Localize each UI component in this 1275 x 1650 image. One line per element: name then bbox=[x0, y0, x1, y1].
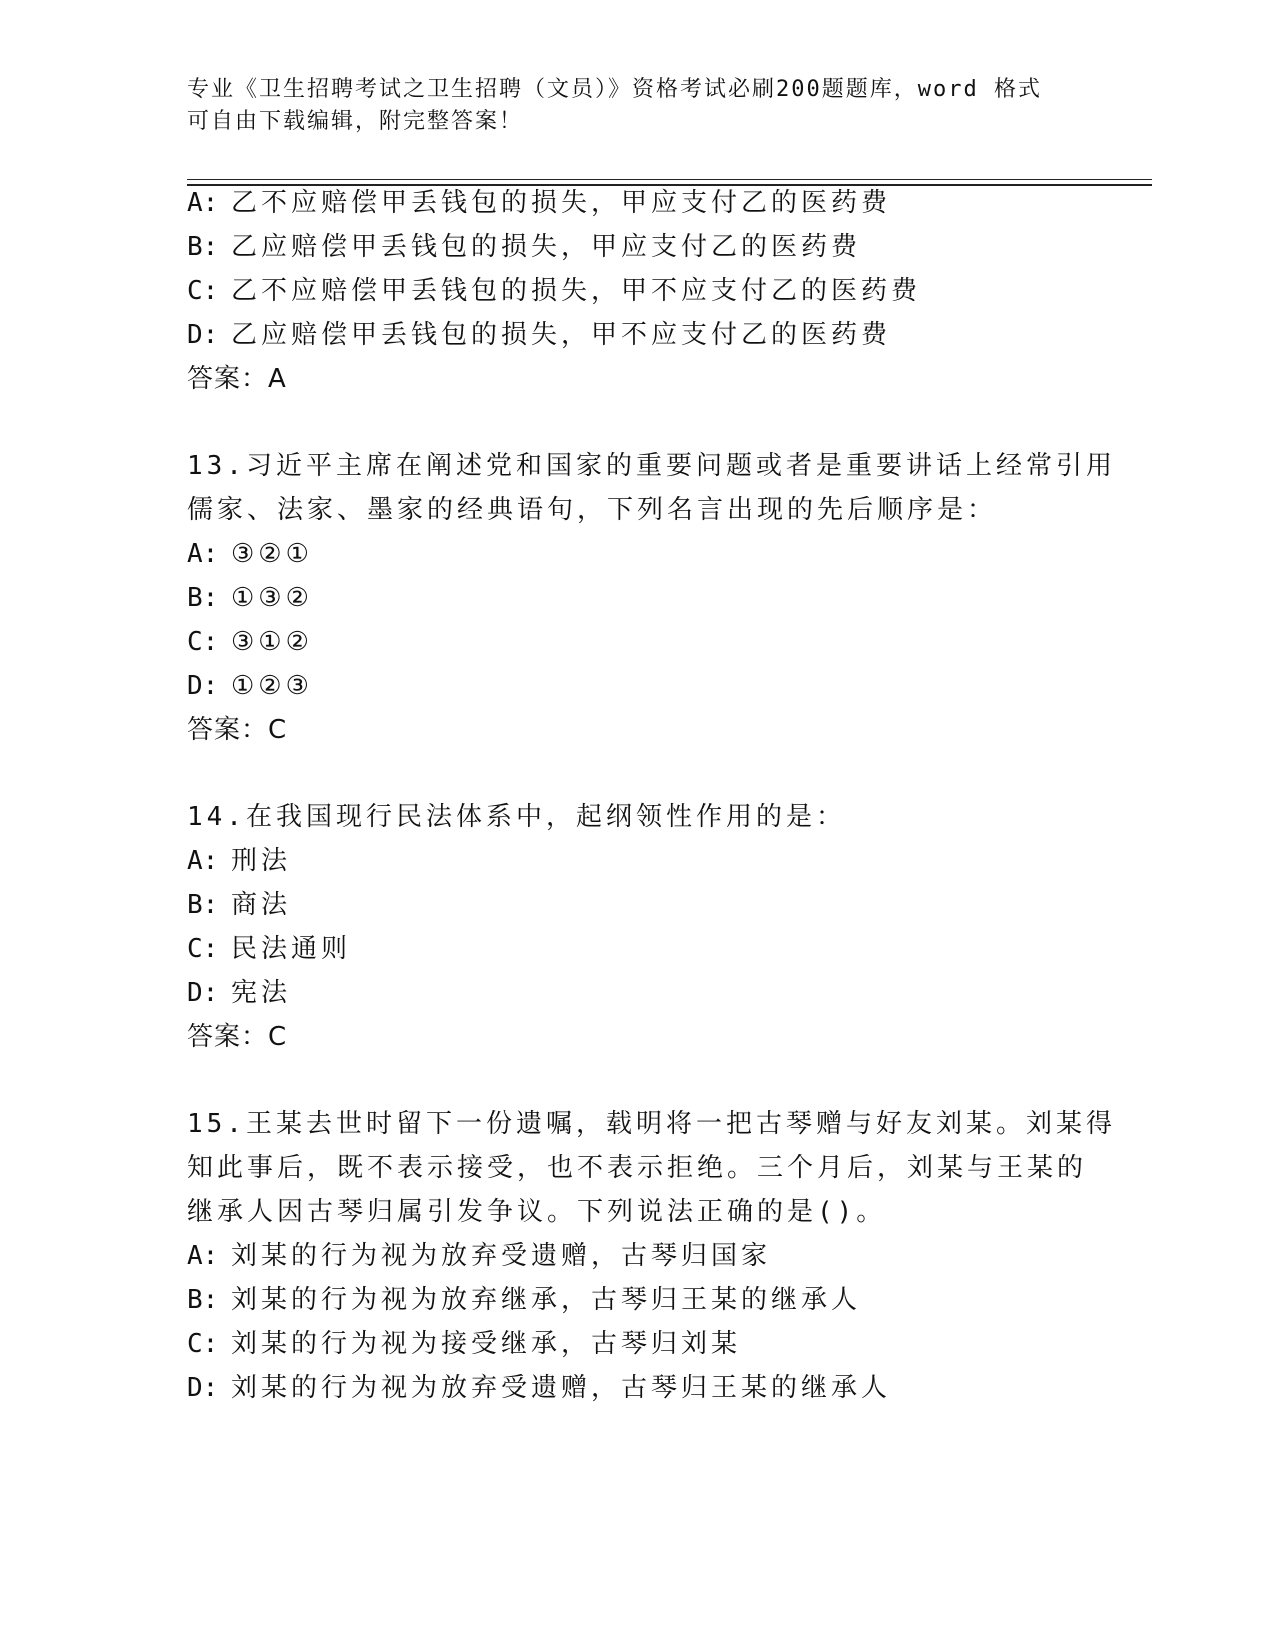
option-label: C: bbox=[187, 276, 219, 306]
q13-option-b bbox=[187, 581, 313, 615]
q13-stem-line-1: 13.习近平主席在阐述党和国家的重要问题或者是重要讲话上经常引用 bbox=[187, 451, 1116, 481]
option-text: 商法 bbox=[231, 890, 292, 920]
option-label: A: bbox=[187, 539, 219, 569]
option-text: ③①② bbox=[231, 627, 313, 657]
q15-option-b bbox=[187, 1283, 861, 1317]
option-text: ①③② bbox=[231, 583, 313, 613]
q12-option-a bbox=[187, 186, 891, 220]
option-text: 刘某的行为视为放弃受遗赠，古琴归国家 bbox=[231, 1241, 772, 1271]
option-label: D: bbox=[187, 320, 219, 350]
header-divider-thin bbox=[187, 179, 1152, 180]
option-label: A: bbox=[187, 1241, 219, 1271]
q12-option-b bbox=[187, 230, 861, 264]
option-text: ③②① bbox=[231, 539, 313, 569]
option-label: B: bbox=[187, 583, 219, 613]
option-label: D: bbox=[187, 978, 219, 1008]
option-label: D: bbox=[187, 1373, 219, 1403]
option-text: 乙应赔偿甲丢钱包的损失，甲不应支付乙的医药费 bbox=[231, 320, 892, 350]
q15-stem-line-1: 15.王某去世时留下一份遗嘱，载明将一把古琴赠与好友刘某。刘某得 bbox=[187, 1109, 1116, 1139]
option-text: 刘某的行为视为接受继承，古琴归刘某 bbox=[231, 1329, 742, 1359]
option-text: 乙不应赔偿甲丢钱包的损失，甲不应支付乙的医药费 bbox=[231, 276, 922, 306]
q13-answer: 答案：C bbox=[187, 715, 288, 745]
q14-option-a bbox=[187, 844, 291, 878]
option-text: 刑法 bbox=[231, 846, 292, 876]
option-text: 刘某的行为视为放弃受遗赠，古琴归王某的继承人 bbox=[231, 1373, 892, 1403]
option-label: A: bbox=[187, 188, 219, 218]
option-label: C: bbox=[187, 627, 219, 657]
q13-option-c bbox=[187, 625, 313, 659]
option-text: 民法通则 bbox=[231, 934, 352, 964]
option-text: 宪法 bbox=[231, 978, 292, 1008]
option-text: 乙不应赔偿甲丢钱包的损失，甲应支付乙的医药费 bbox=[231, 188, 892, 218]
q15-option-a bbox=[187, 1239, 771, 1273]
q14-option-c bbox=[187, 932, 351, 966]
q15-stem-line-2: 知此事后，既不表示接受，也不表示拒绝。三个月后，刘某与王某的 bbox=[187, 1153, 1088, 1183]
option-label: D: bbox=[187, 671, 219, 701]
option-label: B: bbox=[187, 890, 219, 920]
q12-option-c bbox=[187, 274, 921, 308]
q14-option-b bbox=[187, 888, 291, 922]
document-header bbox=[187, 74, 1087, 138]
q13-option-d bbox=[187, 669, 313, 703]
q14-answer: 答案：C bbox=[187, 1022, 288, 1052]
q15-stem-line-3: 继承人因古琴归属引发争议。下列说法正确的是()。 bbox=[187, 1197, 887, 1227]
option-text: 刘某的行为视为放弃继承，古琴归王某的继承人 bbox=[231, 1285, 862, 1315]
option-text: 乙应赔偿甲丢钱包的损失，甲应支付乙的医药费 bbox=[231, 232, 862, 262]
q14-stem-line-1: 14.在我国现行民法体系中，起纲领性作用的是： bbox=[187, 802, 846, 832]
option-text: ①②③ bbox=[231, 671, 313, 701]
q14-option-d bbox=[187, 976, 291, 1010]
q15-option-c bbox=[187, 1327, 741, 1361]
option-label: C: bbox=[187, 934, 219, 964]
q15-option-d bbox=[187, 1371, 891, 1405]
header-line-1: 专业《卫生招聘考试之卫生招聘（文员）》资格考试必刷200题题库，word 格式 bbox=[187, 77, 1042, 102]
option-label: C: bbox=[187, 1329, 219, 1359]
header-line-2: 可自由下载编辑，附完整答案！ bbox=[187, 109, 524, 134]
option-label: A: bbox=[187, 846, 219, 876]
q12-answer: 答案：A bbox=[187, 364, 287, 394]
option-label: B: bbox=[187, 1285, 219, 1315]
option-label: B: bbox=[187, 232, 219, 262]
q13-option-a bbox=[187, 537, 313, 571]
q13-stem-line-2: 儒家、法家、墨家的经典语句，下列名言出现的先后顺序是： bbox=[187, 495, 998, 525]
q12-option-d bbox=[187, 318, 891, 352]
